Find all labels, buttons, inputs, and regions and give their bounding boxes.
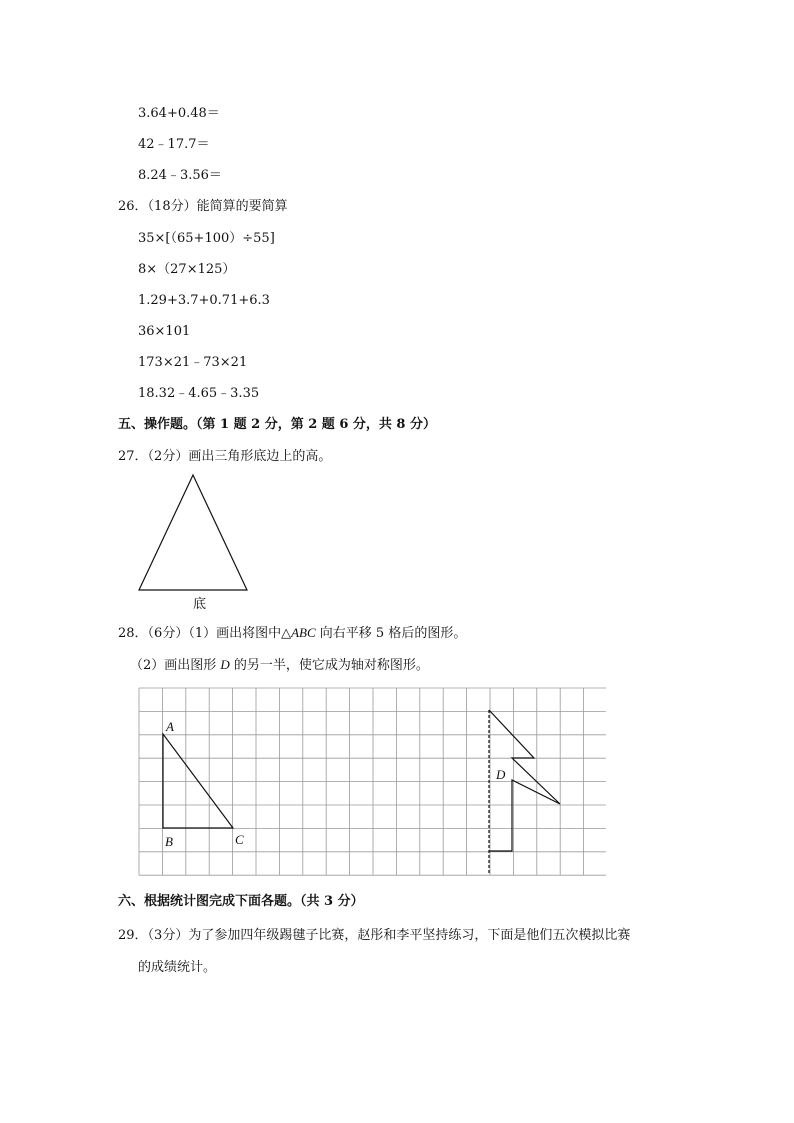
question-text: 为了参加四年级踢毽子比赛，赵彤和李平坚持练习，下面是他们五次模拟比赛 (188, 928, 631, 943)
question-text: （1）画出将图中△ (188, 626, 292, 641)
question-number: 28． (118, 626, 148, 641)
question-number: 26． (118, 199, 148, 214)
question-number: 29． (118, 928, 148, 943)
question-26-header (118, 199, 288, 215)
figure-name: D (220, 657, 230, 672)
expression-line: 8.24﹣3.56＝ (138, 168, 222, 183)
expression-line: 35×[（65+100）÷55] (138, 231, 275, 246)
question-29-line2: 的成绩统计。 (138, 960, 217, 975)
triangle-shape (139, 475, 247, 590)
expression-line: 36×101 (138, 324, 191, 339)
triangle-abc (163, 734, 233, 828)
question-points: （18分） (147, 199, 197, 214)
label-c: C (235, 832, 244, 847)
section-title: 六、根据统计图完成下面各题。（共 3 分） (118, 894, 364, 909)
base-label: 底 (193, 597, 207, 612)
question-29-header (118, 928, 630, 944)
grid-figure (136, 686, 606, 876)
question-text: 画出三角形底边上的高。 (188, 449, 332, 464)
question-text: 能简算的要简算 (196, 199, 288, 214)
question-28-part2 (130, 657, 429, 674)
question-28-header (118, 625, 466, 642)
label-d: D (496, 767, 506, 782)
question-27-header (118, 449, 331, 465)
expression-line: 42﹣17.7＝ (138, 137, 210, 152)
label-a: A (166, 719, 174, 734)
question-points: （2分） (147, 449, 189, 464)
question-points: （6分） (147, 626, 189, 641)
expression-line: 18.32﹣4.65﹣3.35 (138, 386, 260, 401)
triangle-name: ABC (291, 625, 316, 640)
triangle-figure (132, 470, 262, 610)
question-points: （3分） (147, 928, 189, 943)
question-text: 向右平移 5 格后的图形。 (315, 626, 467, 641)
question-number: 27． (118, 449, 148, 464)
expression-line: 8×（27×125） (138, 262, 236, 277)
expression-line: 173×21﹣73×21 (138, 355, 248, 370)
expression-line: 3.64+0.48＝ (138, 106, 220, 121)
expression-line: 1.29+3.7+0.71+6.3 (138, 293, 270, 308)
section-title: 五、操作题。（第 1 题 2 分，第 2 题 6 分，共 8 分） (118, 417, 436, 432)
question-text: 的另一半，使它成为轴对称图形。 (229, 658, 429, 673)
question-text: （2）画出图形 (130, 658, 221, 673)
label-b: B (165, 834, 173, 849)
